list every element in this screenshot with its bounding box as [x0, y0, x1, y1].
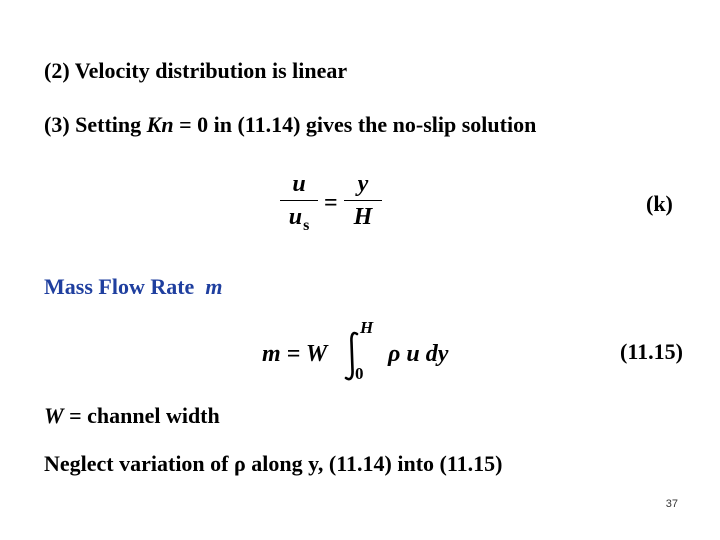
no-slip-statement [44, 114, 536, 136]
fraction-y-over-h [344, 172, 382, 229]
width-definition [44, 405, 220, 427]
fraction-u-over-us [280, 172, 318, 234]
knudsen-symbol: Kn [146, 112, 174, 137]
page-number: 37 [665, 498, 678, 510]
mass-flow-heading [44, 276, 222, 298]
denominator-us [280, 205, 318, 234]
us-subscript: s [303, 217, 310, 234]
integrand: ρ u dy [388, 341, 449, 367]
velocity-linear-statement [44, 60, 347, 82]
velocity-linear-text: (2) Velocity distribution is linear [44, 58, 348, 83]
width-definition-text: = channel width [63, 403, 220, 428]
no-slip-prefix: (3) Setting [44, 112, 147, 137]
equation-lhs: m = W [262, 341, 328, 367]
numerator-y: y [357, 171, 369, 197]
width-symbol: W [44, 403, 64, 428]
equation-label-k: (k) [646, 191, 673, 216]
integral-lower-limit: 0 [355, 364, 364, 383]
denominator-h: H [353, 204, 373, 230]
neglect-statement [44, 453, 502, 475]
neglect-text: Neglect variation of ρ along y, (11.14) into (11.15) [44, 451, 503, 476]
equation-label-11-15: (11.15) [620, 339, 683, 364]
equals-sign: = [324, 190, 338, 216]
no-slip-suffix: = 0 in (11.14) gives the no-slip solution [173, 112, 537, 137]
numerator-u: u [292, 171, 306, 197]
equation-k [280, 172, 380, 242]
fraction-bar [280, 200, 318, 201]
mass-flow-symbol: m [205, 274, 223, 299]
integral-upper-limit: H [360, 318, 374, 337]
equation-11-15 [262, 318, 462, 383]
fraction-bar [344, 200, 382, 201]
us-base: u [288, 204, 303, 230]
mass-flow-label: Mass Flow Rate [44, 274, 195, 299]
